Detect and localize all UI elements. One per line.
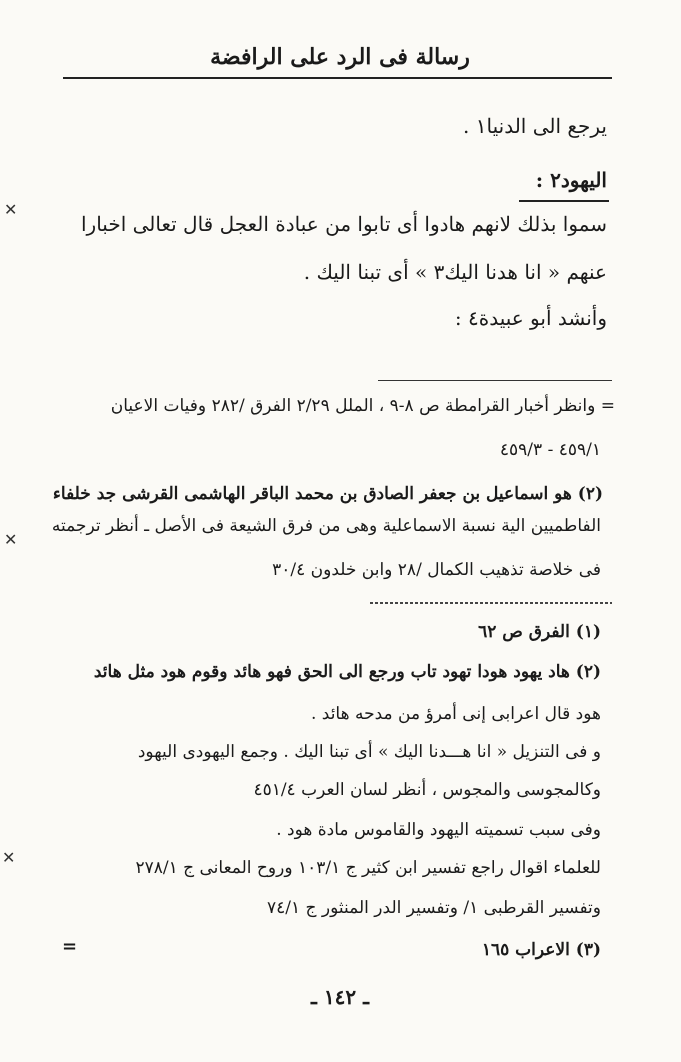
section-heading: اليهود٢ : [535,168,607,192]
footnote-2-line-2: هود قال اعرابى إنى أمرؤ من مدحه هائد . [310,704,601,724]
body-line-4: وأنشد أبو عبيدة٤ : [454,306,607,330]
continuation-mark: = [62,936,78,957]
footnote-divider-wavy [370,602,612,604]
body-line-2: سموا بذلك لانهم هادوا أى تابوا من عبادة العجل قال تعالى اخبارا [80,212,607,236]
footnote-prev-line-2: ٤٥٩/١ - ٤٥٩/٣ [499,440,601,460]
footnote-1: (١) الفرق ص ٦٢ [478,622,601,642]
margin-mark-2: ✕ [4,530,18,549]
footnote-3: (٣) الاعراب ١٦٥ [481,940,601,960]
footnote-prev-line-4: الفاطميين الية نسبة الاسماعلية وهى من فرق الشيعة فى الأصل ـ أنظر ترجمته [51,516,601,536]
footnote-2-line-5: وفى سبب تسميته اليهود والقاموس مادة هود . [276,820,601,840]
margin-mark-1: ✕ [4,200,18,219]
footnote-prev-line-1: = وانظر أخبار القرامطة ص ٨-٩ ، الملل ٢/٢٩ الفرق /٢٨٢ وفيات الاعيان [110,396,615,416]
footnote-2-line-6: للعلماء اقوال راجع تفسير ابن كثير ج ١٠٣/١ وروح المعانى ج ٢٧٨/١ [135,858,601,878]
footnote-prev-line-5: فى خلاصة تذهيب الكمال /٢٨ وابن خلدون ٣٠/٤ [272,560,601,580]
footnote-2-line-4: وكالمجوسى والمجوس ، أنظر لسان العرب ٤٥١/٤ [253,780,601,800]
footnote-separator [378,380,612,381]
header-rule [63,77,612,79]
body-line-3: عنهم « انا هدنا اليك٣ » أى تبنا اليك . [303,260,607,284]
footnote-2: (٢) هاد يهود هودا تهود تاب ورجع الى الحق فهو هائد وقوم هود مثل هائد [93,662,601,682]
margin-mark-3: ✕ [2,848,16,867]
running-header: رسالة فى الرد على الرافضة [210,44,470,70]
footnote-2-line-3: و فى التنزيل « انا هـــدنا اليك » أى تبنا اليك . وجمع اليهودى اليهود [137,742,601,762]
page-number: ـ ١٤٢ ـ [311,985,369,1009]
footnote-2-line-7: وتفسير القرطبى ١/ وتفسير الدر المنثور ج ٧٤/١ [267,898,601,918]
footnote-prev-line-3: (٢) هو اسماعيل بن جعفر الصادق بن محمد الباقر الهاشمى القرشى جد خلفاء [52,484,603,504]
heading-underline [519,200,609,202]
body-line-1: يرجع الى الدنيا١ . [463,114,607,138]
